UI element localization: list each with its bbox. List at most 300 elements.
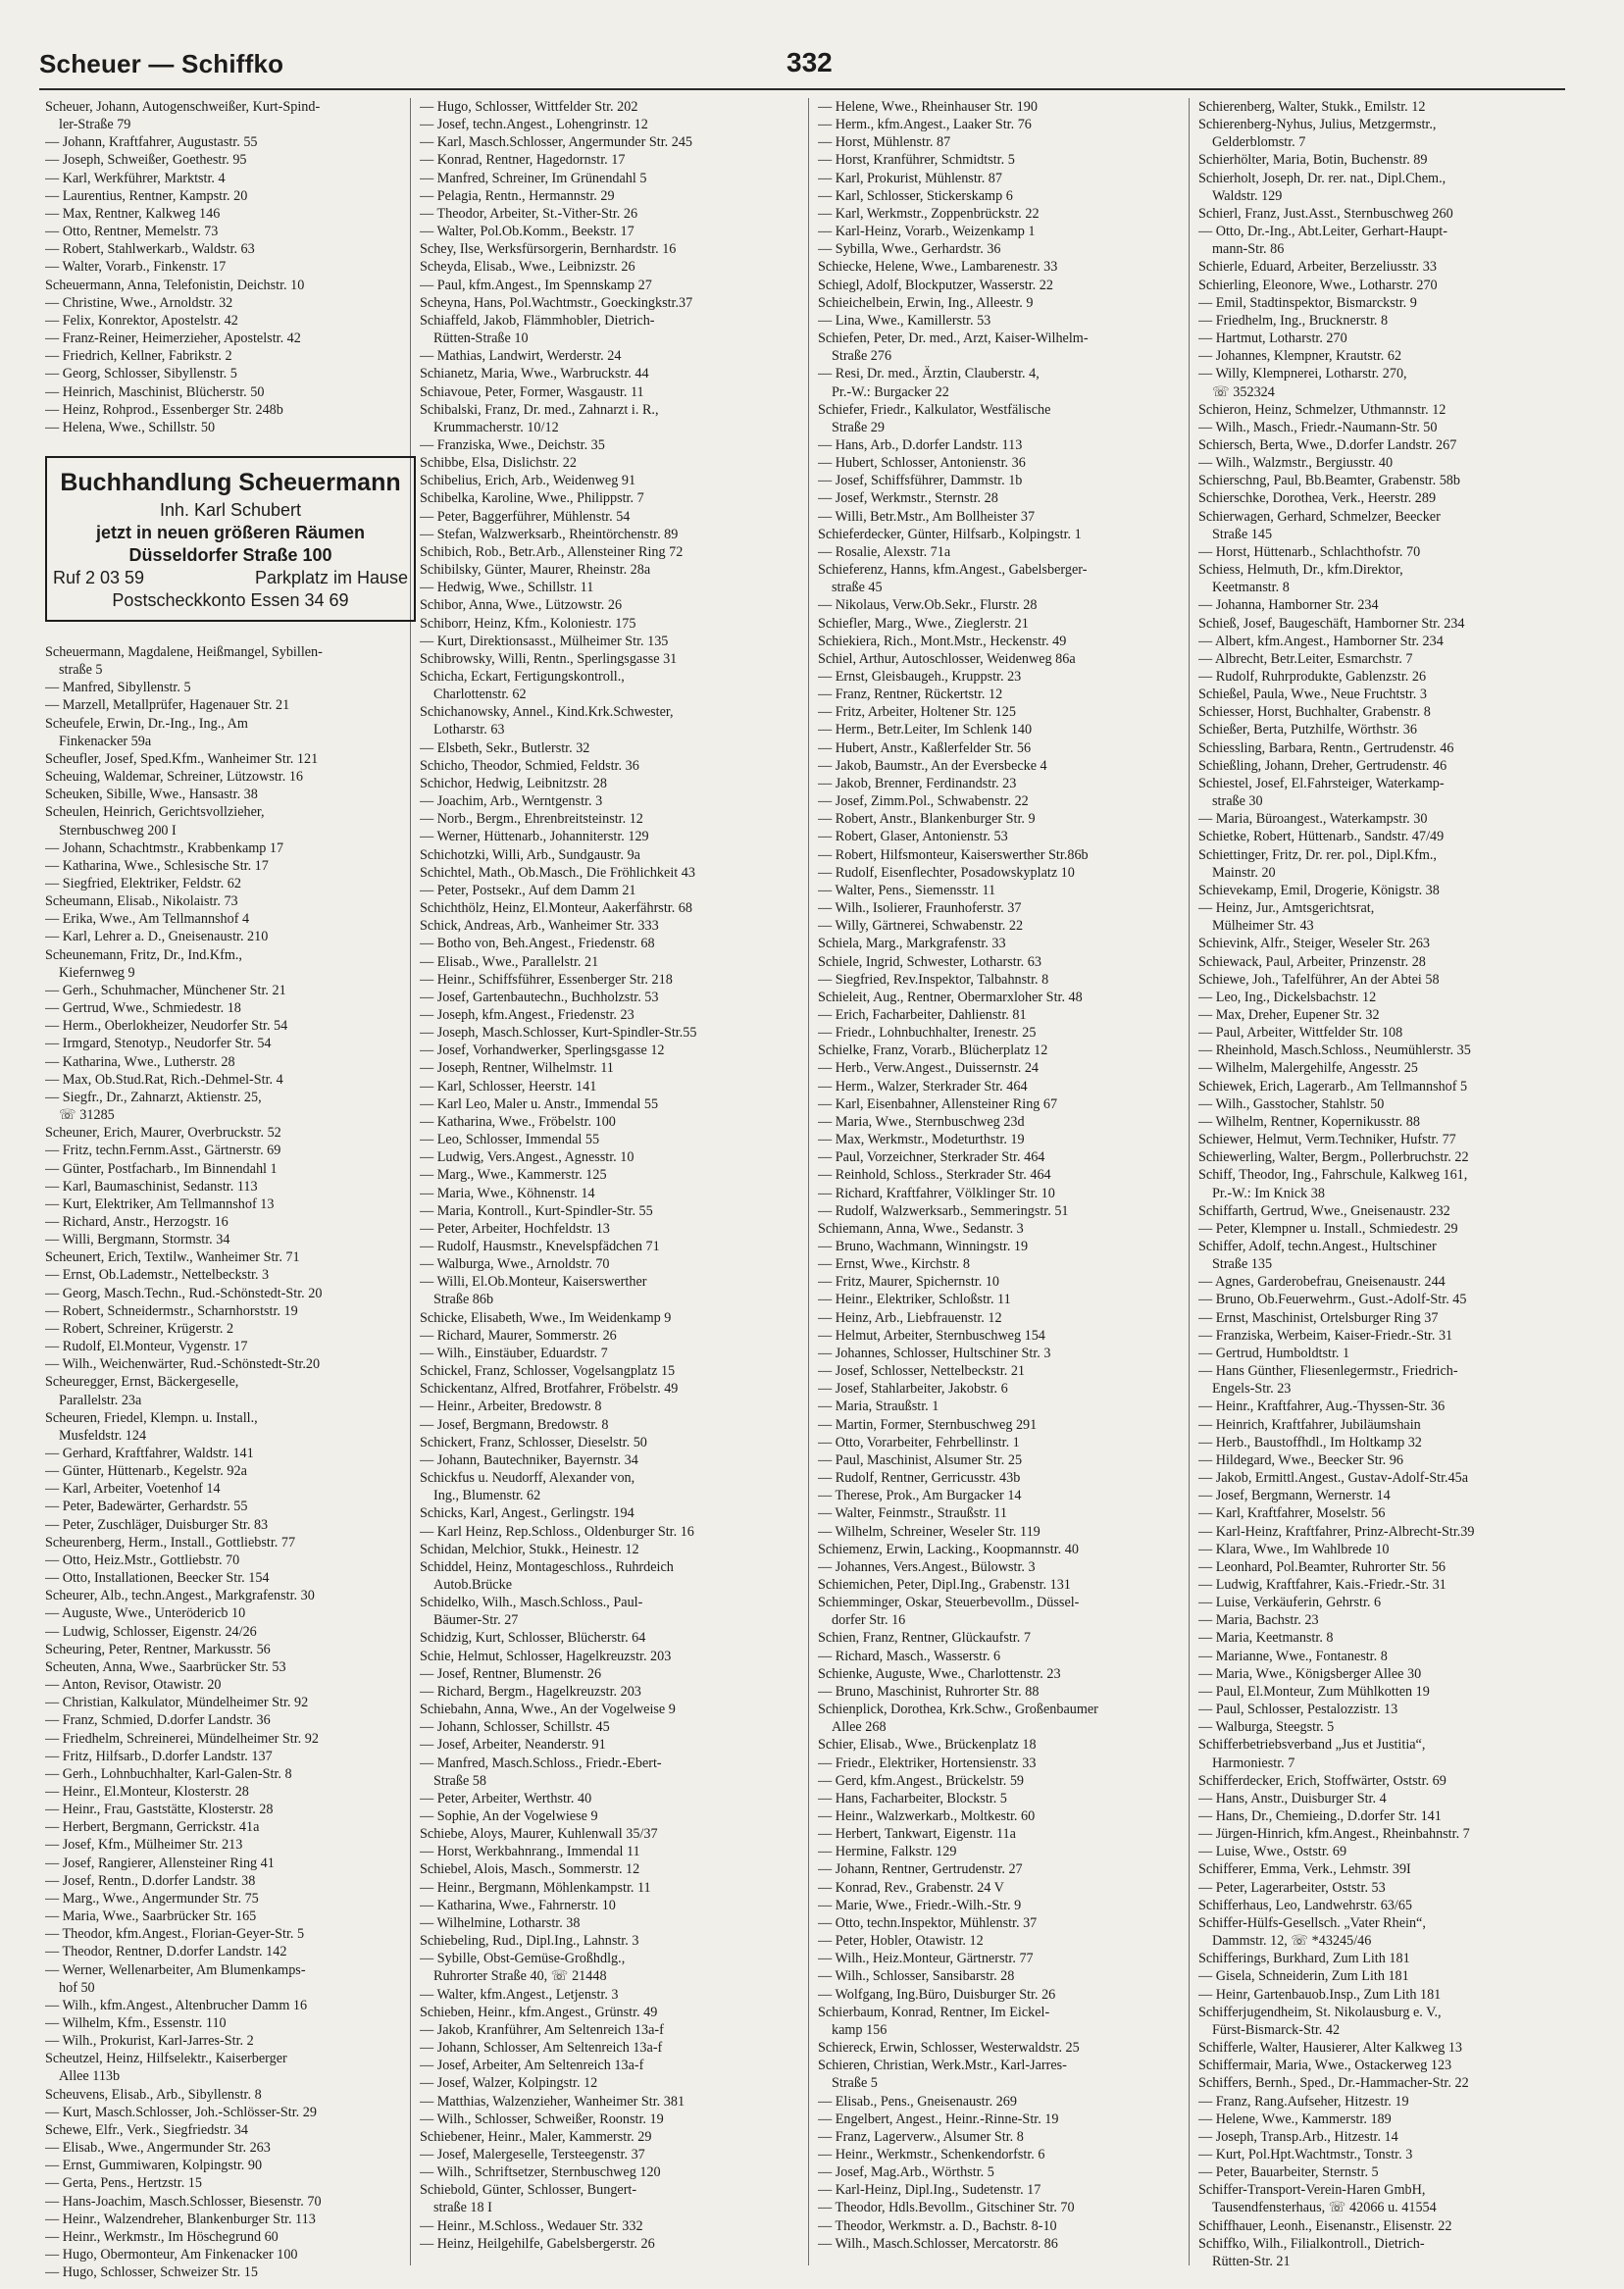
directory-entry: Charlottenstr. 62 (433, 687, 527, 703)
directory-entry: — Bruno, Wachmann, Winningstr. 19 (818, 1239, 1029, 1254)
directory-entry: — Josef, Mag.Arb., Wörthstr. 5 (818, 2164, 994, 2181)
directory-entry: Schierholt, Joseph, Dr. rer. nat., Dipl.Chem., (1198, 170, 1446, 186)
directory-entry: — Jakob, Kranführer, Am Seltenreich 13a-f (420, 2021, 664, 2038)
directory-entry: — Marianne, Wwe., Fontanestr. 8 (1198, 1648, 1388, 1664)
directory-entry: Schievink, Alfr., Steiger, Weseler Str. 263 (1198, 936, 1431, 952)
directory-entry: — Franz, Lagerverw., Alsumer Str. 8 (818, 2128, 1024, 2145)
directory-entry: Schieferdecker, Günter, Hilfsarb., Kolpingstr. 1 (818, 526, 1082, 542)
directory-entry: Engels-Str. 23 (1212, 1381, 1292, 1398)
directory-entry: — Helene, Wwe., Kammerstr. 189 (1198, 2111, 1392, 2127)
directory-entry: — Wilh., Masch.Schlosser, Mercatorstr. 86 (818, 2235, 1058, 2252)
directory-entry: — Josef, Vorhandwerker, Sperlingsgasse 12 (420, 1043, 665, 1059)
directory-entry: — Richard, Anstr., Herzogstr. 16 (45, 1213, 228, 1230)
page-number: 332 (787, 47, 833, 77)
directory-entry: — Horst, Mühlenstr. 87 (818, 134, 951, 151)
directory-entry: Scheuermann, Magdalene, Heißmangel, Sybillen- (45, 643, 323, 660)
directory-entry: Scheunemann, Fritz, Dr., Ind.Kfm., (45, 946, 242, 963)
directory-entry: — Wilhelm, Kfm., Essenstr. 110 (45, 2015, 227, 2031)
directory-entry: — Christine, Wwe., Arnoldstr. 32 (45, 294, 233, 311)
directory-entry: — Ernst, Gummiwaren, Kolpingstr. 90 (45, 2158, 263, 2174)
directory-entry: — Heinz, Jur., Amtsgerichtsrat, (1198, 900, 1375, 917)
directory-entry: Schickentanz, Alfred, Brotfahrer, Fröbelstr. 49 (420, 1381, 679, 1398)
directory-entry: — Heinr., Arbeiter, Bredowstr. 8 (420, 1399, 602, 1415)
directory-entry: — Maria, Bachstr. 23 (1198, 1612, 1319, 1629)
directory-entry: — Jakob, Brenner, Ferdinandstr. 23 (818, 775, 1017, 791)
directory-entry: Schidelko, Wilh., Masch.Schloss., Paul- (420, 1595, 643, 1611)
directory-entry: — Manfred, Schreiner, Im Grünendahl 5 (420, 170, 647, 186)
directory-entry: — Peter, Arbeiter, Werthstr. 40 (420, 1790, 592, 1806)
directory-entry: — Karl, Masch.Schlosser, Angermunder Str. 245 (420, 134, 693, 151)
directory-entry: — Franziska, Wwe., Deichstr. 35 (420, 436, 605, 453)
directory-entry: — Hubert, Schlosser, Antonienstr. 36 (818, 455, 1026, 472)
directory-entry: Schiffko, Wilh., Filialkontroll., Dietrich- (1198, 2235, 1425, 2252)
directory-entry: — Karl, Eisenbahner, Allensteiner Ring 67 (818, 1095, 1058, 1112)
directory-entry: — Walter, kfm.Angest., Letjenstr. 3 (420, 1986, 619, 2003)
directory-entry: hof 50 (59, 1979, 95, 1996)
directory-entry: — Josef, Arbeiter, Am Seltenreich 13a-f (420, 2058, 644, 2074)
directory-entry: — Josef, Arbeiter, Neanderstr. 91 (420, 1737, 606, 1754)
ad-owner: Inh. Karl Schubert (159, 499, 302, 520)
header-rule (39, 88, 1565, 90)
directory-entry: Schiffhauer, Leonh., Eisenanstr., Elisenstr. 22 (1198, 2217, 1452, 2234)
directory-entry: Schiborr, Heinz, Kfm., Koloniestr. 175 (420, 615, 636, 632)
directory-entry: — Karl-Heinz, Kraftfahrer, Prinz-Albrecht-Str.39 (1198, 1523, 1475, 1540)
directory-entry: Scheyna, Hans, Pol.Wachtmstr., Goeckingkstr.37 (420, 294, 693, 311)
directory-entry: — Werner, Hüttenarb., Johanniterstr. 129 (420, 829, 649, 845)
directory-entry: Schieren, Christian, Werk.Mstr., Karl-Jarres- (818, 2058, 1067, 2074)
directory-entry: Schieferenz, Hanns, kfm.Angest., Gabelsberger- (818, 562, 1088, 579)
directory-entry: Schiele, Ingrid, Schwester, Lotharstr. 63 (818, 953, 1041, 970)
directory-entry: Schier, Elisab., Wwe., Brückenplatz 18 (818, 1737, 1037, 1754)
directory-entry: Allee 113b (59, 2068, 121, 2085)
directory-entry: — Albert, kfm.Angest., Hamborner Str. 234 (1198, 633, 1444, 649)
directory-entry: Scheuregger, Ernst, Bäckergeselle, (45, 1374, 239, 1391)
directory-entry: — Marie, Wwe., Friedr.-Wilh.-Str. 9 (818, 1897, 1022, 1913)
directory-entry: Schiffermair, Maria, Wwe., Ostackerweg 123 (1198, 2058, 1452, 2074)
directory-entry: — Josef, Rangierer, Allensteiner Ring 41 (45, 1855, 275, 1871)
directory-entry: — Georg, Schlosser, Sibyllenstr. 5 (45, 366, 237, 382)
directory-entry: Schicha, Eckart, Fertigungskontroll., (420, 669, 625, 685)
directory-entry: Schiefer, Friedr., Kalkulator, Westfälische (818, 401, 1051, 418)
directory-entry: — Robert, Schneidermstr., Scharnhorststr. 19 (45, 1302, 298, 1319)
directory-entry: Scheuren, Friedel, Klempn. u. Install., (45, 1409, 258, 1426)
directory-entry: — Marg., Wwe., Angermunder Str. 75 (45, 1890, 259, 1907)
directory-entry: — Hugo, Schlosser, Wittfelder Str. 202 (420, 99, 638, 115)
directory-entry: — Johann, Kraftfahrer, Augustastr. 55 (45, 134, 258, 151)
directory-entry: — Werner, Wellenarbeiter, Am Blumenkamps- (45, 1961, 306, 1978)
directory-entry: Ing., Blumenstr. 62 (433, 1488, 541, 1504)
directory-entry: Schickel, Franz, Schlosser, Vogelsangplatz 15 (420, 1363, 676, 1380)
directory-entry: Finkenacker 59a (59, 733, 152, 749)
directory-entry: Schiegl, Adolf, Blockputzer, Wasserstr. 22 (818, 277, 1053, 293)
directory-entry: — Rudolf, Eisenflechter, Posadowskyplatz 10 (818, 864, 1075, 881)
directory-entry: — Hans, Arb., D.dorfer Landstr. 113 (818, 436, 1023, 453)
directory-entry: — Emil, Stadtinspektor, Bismarckstr. 9 (1198, 294, 1417, 311)
directory-entry: Schierschke, Dorothea, Verk., Heerstr. 289 (1198, 490, 1437, 507)
directory-entry: Schierschng, Paul, Bb.Beamter, Grabenstr. 58b (1198, 473, 1460, 489)
directory-entry: — Hildegard, Wwe., Beecker Str. 96 (1198, 1451, 1403, 1468)
directory-entry: — Friedhelm, Ing., Brucknerstr. 8 (1198, 312, 1389, 329)
directory-entry: — Helmut, Arbeiter, Sternbuschweg 154 (818, 1327, 1045, 1344)
directory-entry: — Willi, Bergmann, Stormstr. 34 (45, 1232, 230, 1248)
directory-entry: Schiewe, Joh., Tafelführer, An der Abtei 58 (1198, 971, 1440, 988)
directory-entry: — Luise, Verkäuferin, Gehrstr. 6 (1198, 1595, 1382, 1611)
directory-entry: — Stefan, Walzwerksarb., Rheintörchenstr. 89 (420, 526, 679, 542)
directory-entry: — Sybille, Obst-Gemüse-Großhdlg., (420, 1951, 626, 1967)
directory-entry: Fürst-Bismarck-Str. 42 (1212, 2021, 1341, 2038)
directory-entry: — Johanna, Hamborner Str. 234 (1198, 597, 1379, 614)
directory-entry: Schiecke, Helene, Wwe., Lambarenestr. 33 (818, 259, 1058, 276)
directory-entry: — Manfred, Sibyllenstr. 5 (45, 680, 191, 696)
directory-entry: Schiefler, Marg., Wwe., Zieglerstr. 21 (818, 615, 1029, 632)
directory-entry: Schibelka, Karoline, Wwe., Philippstr. 7 (420, 490, 644, 507)
directory-entry: — Günter, Postfacharb., Im Binnendahl 1 (45, 1160, 278, 1177)
directory-entry: — Konrad, Rentner, Hagedornstr. 17 (420, 152, 626, 169)
directory-entry: — Rheinhold, Masch.Schloss., Neumühlerstr. 35 (1198, 1043, 1471, 1059)
directory-entry: — Heinr., Werkmstr., Schenkendorfstr. 6 (818, 2146, 1045, 2162)
directory-entry: Schien, Franz, Rentner, Glückaufstr. 7 (818, 1630, 1031, 1647)
directory-entry: — Peter, Arbeiter, Hochfeldstr. 13 (420, 1220, 610, 1237)
directory-entry: — Richard, Kraftfahrer, Völklinger Str. 10 (818, 1185, 1055, 1201)
column-1-entries-bottom (45, 643, 424, 2281)
directory-entry: Schiebe, Aloys, Maurer, Kuhlenwall 35/37 (420, 1826, 658, 1843)
directory-entry: Schewe, Elfr., Verk., Siegfriedstr. 34 (45, 2121, 248, 2138)
directory-entry: — Heinz, Heilgehilfe, Gabelsbergerstr. 26 (420, 2235, 655, 2252)
directory-entry: — Friedrich, Kellner, Fabrikstr. 2 (45, 348, 232, 365)
directory-entry: — Josef, Kfm., Mülheimer Str. 213 (45, 1837, 243, 1854)
directory-entry: — Ernst, Ob.Lademstr., Nettelbeckstr. 3 (45, 1267, 270, 1284)
directory-entry: — Theodor, Hdls.Bevollm., Gitschiner Str. 70 (818, 2200, 1075, 2216)
directory-entry: Schierle, Eduard, Arbeiter, Berzeliusstr. 33 (1198, 259, 1437, 276)
directory-entry: — Maria, Büroangest., Waterkampstr. 30 (1198, 811, 1428, 828)
directory-entry: — Auguste, Wwe., Unterödericb 10 (45, 1605, 246, 1622)
directory-entry: — Heinr., Kraftfahrer, Aug.-Thyssen-Str. 36 (1198, 1399, 1446, 1415)
directory-entry: — Horst, Hüttenarb., Schlachthofstr. 70 (1198, 543, 1421, 560)
directory-entry: Schienplick, Dorothea, Krk.Schw., Großenbaumer (818, 1702, 1098, 1718)
directory-entry: Schierhölter, Maria, Botin, Buchenstr. 89 (1198, 152, 1428, 169)
column-1 (45, 98, 424, 2281)
column-2-entries (420, 98, 798, 2253)
directory-entry: — Walter, Pol.Ob.Komm., Beekstr. 17 (420, 224, 634, 240)
directory-entry: Keetmanstr. 8 (1212, 580, 1290, 596)
directory-entry: — Franz, Schmied, D.dorfer Landstr. 36 (45, 1712, 271, 1729)
directory-entry: Harmoniestr. 7 (1212, 1755, 1295, 1771)
directory-entry: — Maria, Straußstr. 1 (818, 1399, 939, 1415)
directory-entry: — Herm., Betr.Leiter, Im Schlenk 140 (818, 722, 1033, 738)
directory-entry: — Heinr., M.Schloss., Wedauer Str. 332 (420, 2217, 643, 2234)
directory-entry: — Joachim, Arb., Werntgenstr. 3 (420, 793, 603, 810)
directory-entry: — Karl, Baumaschinist, Sedanstr. 113 (45, 1178, 258, 1195)
directory-entry: Parallelstr. 23a (59, 1392, 142, 1408)
directory-entry: — Gertrud, Wwe., Schmiedestr. 18 (45, 1000, 241, 1017)
directory-entry: Scheuring, Peter, Rentner, Markusstr. 56 (45, 1641, 271, 1657)
directory-entry: — Sophie, An der Vogelwiese 9 (420, 1808, 598, 1824)
directory-entry: — Manfred, Masch.Schloss., Friedr.-Ebert- (420, 1755, 662, 1771)
directory-entry: — Josef, techn.Angest., Lohengrinstr. 12 (420, 117, 648, 133)
directory-entry: Schiffarth, Gertrud, Wwe., Gneisenaustr. 232 (1198, 1202, 1450, 1219)
directory-entry: Schibbe, Elsa, Dislichstr. 22 (420, 455, 577, 472)
directory-entry: Schielke, Franz, Vorarb., Blücherplatz 12 (818, 1043, 1048, 1059)
directory-entry: Schiewek, Erich, Lagerarb., Am Tellmannshof 5 (1198, 1078, 1468, 1094)
directory-entry: ☏ 31285 (59, 1107, 115, 1124)
directory-entry: Schickfus u. Neudorff, Alexander von, (420, 1470, 635, 1487)
directory-entry: Schiersch, Berta, Wwe., D.dorfer Landstr. 267 (1198, 436, 1457, 453)
directory-entry: — Wilh., Schlosser, Schweißer, Roonstr. 19 (420, 2111, 664, 2127)
directory-entry: — Josef, Bergmann, Bredowstr. 8 (420, 1416, 609, 1433)
directory-entry: — Kurt, Direktionsasst., Mülheimer Str. 135 (420, 633, 669, 649)
directory-entry: Rütten-Straße 10 (433, 331, 529, 347)
directory-entry: Tausendfensterhaus, ☏ 42066 u. 41554 (1212, 2200, 1437, 2216)
directory-entry: — Josef, Zimm.Pol., Schwabenstr. 22 (818, 793, 1029, 810)
directory-entry: Schichtel, Math., Ob.Masch., Die Fröhlichkeit 43 (420, 864, 695, 881)
directory-entry: Schiel, Arthur, Autoschlosser, Weidenweg 86a (818, 650, 1076, 667)
directory-entry: mann-Str. 86 (1212, 241, 1285, 258)
directory-entry: Scheufele, Erwin, Dr.-Ing., Ing., Am (45, 715, 248, 732)
directory-entry: — Rudolf, Hausmstr., Knevelspfädchen 71 (420, 1239, 660, 1254)
directory-entry: — Heinrich, Kraftfahrer, Jubiläumshain (1198, 1416, 1421, 1433)
directory-entry: Schifferhaus, Leo, Landwehrstr. 63/65 (1198, 1897, 1413, 1913)
directory-entry: — Hugo, Schlosser, Schweizer Str. 15 (45, 2264, 258, 2281)
directory-entry: — Siegfried, Rev.Inspektor, Talbahnstr. 8 (818, 971, 1049, 988)
directory-entry: — Karl, Schlosser, Heerstr. 141 (420, 1078, 597, 1094)
directory-entry: — Wilhelm, Rentner, Kopernikusstr. 88 (1198, 1113, 1420, 1130)
directory-entry: — Martin, Former, Sternbuschweg 291 (818, 1416, 1038, 1433)
directory-entry: Schierbaum, Konrad, Rentner, Im Eickel- (818, 2004, 1050, 2020)
directory-entry: Schidan, Melchior, Stukk., Heinestr. 12 (420, 1541, 639, 1557)
directory-entry: kamp 156 (832, 2021, 888, 2038)
directory-entry: — Herm., Oberlokheizer, Neudorfer Str. 54 (45, 1018, 288, 1035)
directory-entry: — Rudolf, Walzwerksarb., Semmeringstr. 51 (818, 1202, 1069, 1219)
directory-entry: Schifferjugendheim, St. Nikolausburg e. V., (1198, 2004, 1442, 2020)
directory-entry: Schick, Andreas, Arb., Wanheimer Str. 333 (420, 918, 659, 935)
directory-entry: — Paul, Vorzeichner, Sterkrader Str. 464 (818, 1149, 1045, 1166)
directory-entry: Schiavoue, Peter, Former, Wasgaustr. 11 (420, 383, 644, 400)
directory-entry: — Heinr, Gartenbauob.Insp., Zum Lith 181 (1198, 1986, 1442, 2003)
directory-entry: — Willi, El.Ob.Monteur, Kaiserswerther (420, 1274, 647, 1291)
directory-entry: — Peter, Baggerführer, Mühlenstr. 54 (420, 508, 631, 525)
directory-entry: Straße 58 (433, 1772, 486, 1789)
directory-entry: Scheyda, Elisab., Wwe., Leibnizstr. 26 (420, 259, 635, 276)
directory-entry: Schiemminger, Oskar, Steuerbevollm., Düssel- (818, 1595, 1080, 1611)
directory-entry: — Fritz, Hilfsarb., D.dorfer Landstr. 137 (45, 1748, 273, 1764)
directory-entry: — Johannes, Schlosser, Hultschiner Str. 3 (818, 1345, 1051, 1361)
directory-entry: — Leo, Ing., Dickelsbachstr. 12 (1198, 989, 1377, 1005)
directory-entry: — Rudolf, El.Monteur, Vygenstr. 17 (45, 1339, 248, 1355)
directory-entry: Scheufler, Josef, Sped.Kfm., Wanheimer Str. 121 (45, 750, 319, 767)
ad-parking: Parkplatz im Hause (254, 567, 408, 587)
directory-entry: — Josef, Werkmstr., Sternstr. 28 (818, 490, 998, 507)
directory-entry: Schicho, Theodor, Schmied, Feldstr. 36 (420, 757, 639, 774)
directory-entry: Schiestel, Josef, El.Fahrsteiger, Waterkamp- (1198, 775, 1445, 791)
directory-entry: — Elisab., Wwe., Parallelstr. 21 (420, 953, 599, 970)
directory-entry: — Walter, Pens., Siemensstr. 11 (818, 882, 996, 898)
directory-entry: — Peter, Zuschläger, Duisburger Str. 83 (45, 1516, 269, 1533)
directory-entry: Dammstr. 12, ☏ *43245/46 (1212, 1933, 1372, 1950)
directory-entry: — Johannes, Vers.Angest., Bülowstr. 3 (818, 1558, 1036, 1575)
directory-entry: — Joseph, kfm.Angest., Friedenstr. 23 (420, 1006, 634, 1023)
directory-entry: Straße 276 (832, 348, 892, 365)
directory-entry: — Karl-Heinz, Dipl.Ing., Sudetenstr. 17 (818, 2182, 1041, 2199)
directory-entry: — Reinhold, Schloss., Sterkrader Str. 464 (818, 1167, 1051, 1184)
directory-entry: Schierenberg, Walter, Stukk., Emilstr. 12 (1198, 99, 1426, 115)
directory-entry: — Rosalie, Alexstr. 71a (818, 543, 951, 560)
directory-entry: Scheumann, Elisab., Nikolaistr. 73 (45, 893, 238, 910)
directory-entry: — Felix, Konrektor, Apostelstr. 42 (45, 312, 238, 329)
directory-entry: — Josef, Walzer, Kolpingstr. 12 (420, 2075, 598, 2092)
directory-entry: Schie, Helmut, Schlosser, Hagelkreuzstr. 203 (420, 1648, 672, 1664)
directory-entry: — Richard, Masch., Wasserstr. 6 (818, 1648, 1001, 1664)
directory-entry: Schieron, Heinz, Schmelzer, Uthmannstr. 12 (1198, 401, 1446, 418)
directory-entry: — Heinrich, Maschinist, Blücherstr. 50 (45, 383, 265, 400)
directory-entry: — Siegfried, Elektriker, Feldstr. 62 (45, 876, 241, 891)
directory-entry: Schiessling, Barbara, Rentn., Gertrudenstr. 46 (1198, 739, 1454, 756)
directory-entry: — Kurt, Masch.Schlosser, Joh.-Schlösser-Str. 29 (45, 2104, 317, 2120)
directory-entry: Gelderblomstr. 7 (1212, 134, 1306, 151)
directory-entry: — Georg, Masch.Techn., Rud.-Schönstedt-Str. 20 (45, 1285, 323, 1301)
directory-entry: — Wilh., Masch., Friedr.-Naumann-Str. 50 (1198, 419, 1438, 435)
directory-entry: — Paul, Maschinist, Alsumer Str. 25 (818, 1451, 1023, 1468)
directory-entry: — Ernst, Maschinist, Ortelsburger Ring 37 (1198, 1309, 1439, 1326)
directory-entry: — Karl-Heinz, Vorarb., Weizenkamp 1 (818, 224, 1036, 240)
directory-entry: — Albrecht, Betr.Leiter, Esmarchstr. 7 (1198, 650, 1413, 667)
ad-line-new-rooms: jetzt in neuen größeren Räumen (95, 522, 366, 542)
directory-entry: Mülheimer Str. 43 (1212, 918, 1314, 935)
directory-entry: — Josef, Rentner, Blumenstr. 26 (420, 1665, 602, 1682)
directory-entry: — Heinr., Elektriker, Schloßstr. 11 (818, 1292, 1011, 1308)
directory-entry: — Herb., Verw.Angest., Duissernstr. 24 (818, 1060, 1040, 1077)
directory-entry: — Leo, Schlosser, Immendal 55 (420, 1132, 600, 1148)
directory-entry: Schiffer-Transport-Verein-Haren GmbH, (1198, 2182, 1426, 2199)
directory-entry: — Heinr., Walzendreher, Blankenburger Str. 113 (45, 2211, 316, 2227)
ad-address: Düsseldorfer Straße 100 (128, 544, 332, 565)
directory-entry: — Botho von, Beh.Angest., Friedenstr. 68 (420, 936, 655, 952)
directory-entry: Schifferbetriebsverband „Jus et Justitia“, (1198, 1737, 1426, 1754)
directory-entry: Schiela, Marg., Markgrafenstr. 33 (818, 936, 1006, 952)
directory-entry: — Johann, Schachtmstr., Krabbenkamp 17 (45, 839, 284, 856)
directory-entry: Schiebeling, Rud., Dipl.Ing., Lahnstr. 3 (420, 1933, 639, 1950)
directory-entry: — Willi, Betr.Mstr., Am Bollheister 37 (818, 508, 1036, 525)
directory-entry: Schifferle, Walter, Hausierer, Alter Kalkweg 13 (1198, 2040, 1463, 2057)
directory-entry: — Elisab., Pens., Gneisenaustr. 269 (818, 2093, 1017, 2110)
directory-entry: straße 30 (1212, 793, 1263, 810)
directory-entry: Schifferings, Burkhard, Zum Lith 181 (1198, 1951, 1410, 1967)
directory-entry: Straße 135 (1212, 1256, 1273, 1273)
directory-entry: — Friedr., Elektriker, Hortensienstr. 33 (818, 1755, 1037, 1771)
directory-entry: — Wilhelm, Schreiner, Weseler Str. 119 (818, 1523, 1040, 1540)
directory-entry: — Joseph, Transp.Arb., Hitzestr. 14 (1198, 2128, 1398, 2145)
directory-entry: — Maria, Wwe., Saarbrücker Str. 165 (45, 1908, 257, 1925)
directory-entry: — Max, Dreher, Eupener Str. 32 (1198, 1006, 1380, 1023)
column-2 (420, 98, 798, 2253)
directory-entry: — Otto, Vorarbeiter, Fehrbellinstr. 1 (818, 1434, 1020, 1450)
directory-entry: — Herb., Baustoffhdl., Im Holtkamp 32 (1198, 1434, 1422, 1450)
directory-entry: — Anton, Revisor, Otawistr. 20 (45, 1677, 222, 1694)
directory-entry: Schibelius, Erich, Arb., Weidenweg 91 (420, 473, 636, 489)
ad-postcheck-account: Postscheckkonto Essen 34 69 (112, 589, 349, 610)
directory-entry: — Joseph, Schweißer, Goethestr. 95 (45, 152, 247, 169)
directory-entry: — Wilhelmine, Lotharstr. 38 (420, 1914, 581, 1931)
directory-entry: — Walburga, Steegstr. 5 (1198, 1719, 1335, 1736)
directory-entry: — Karl, Arbeiter, Voetenhof 14 (45, 1481, 221, 1498)
directory-entry: — Otto, Dr.-Ing., Abt.Leiter, Gerhart-Haupt- (1198, 224, 1447, 240)
directory-entry: — Kurt, Pol.Hpt.Wachtmstr., Tonstr. 3 (1198, 2146, 1413, 2162)
directory-entry: — Peter, Bauarbeiter, Sternstr. 5 (1198, 2164, 1379, 2181)
directory-entry: — Karl, Werkmstr., Zoppenbrückstr. 22 (818, 205, 1040, 222)
directory-entry: — Hans-Joachim, Masch.Schlosser, Biesenstr. 70 (45, 2193, 322, 2210)
directory-entry: Allee 268 (832, 1719, 887, 1736)
directory-entry: — Katharina, Wwe., Fröbelstr. 100 (420, 1113, 616, 1130)
directory-entry: — Otto, techn.Inspektor, Mühlenstr. 37 (818, 1914, 1038, 1931)
directory-entry: Schibilsky, Günter, Maurer, Rheinstr. 28a (420, 562, 651, 579)
column-divider (808, 98, 809, 2265)
directory-entry: Schiemann, Anna, Wwe., Sedanstr. 3 (818, 1220, 1024, 1237)
directory-entry: Schickert, Franz, Schlosser, Dieselstr. 50 (420, 1434, 647, 1450)
directory-entry: — Gerh., Lohnbuchhalter, Karl-Galen-Str. 8 (45, 1765, 292, 1782)
directory-entry: Schiebahn, Anna, Wwe., An der Vogelweise 9 (420, 1702, 676, 1718)
directory-entry: — Otto, Heiz.Mstr., Gottliebstr. 70 (45, 1551, 240, 1568)
directory-entry: Straße 29 (832, 419, 885, 435)
directory-entry: — Max, Ob.Stud.Rat, Rich.-Dehmel-Str. 4 (45, 1071, 283, 1088)
directory-entry: — Otto, Rentner, Memelstr. 73 (45, 224, 219, 240)
directory-entry: — Karl Leo, Maler u. Anstr., Immendal 55 (420, 1095, 659, 1112)
directory-entry: — Paul, Arbeiter, Wittfelder Str. 108 (1198, 1025, 1403, 1042)
directory-entry: Schey, Ilse, Werksfürsorgerin, Bernhardstr. 16 (420, 241, 677, 258)
directory-entry: Scheutzel, Heinz, Hilfselektr., Kaiserberger (45, 2051, 287, 2067)
directory-entry: Schießel, Paula, Wwe., Neue Fruchtstr. 3 (1198, 687, 1427, 703)
directory-entry: — Wolfgang, Ing.Büro, Duisburger Str. 26 (818, 1986, 1056, 2003)
directory-entry: — Paul, El.Monteur, Zum Mühlkotten 19 (1198, 1683, 1430, 1700)
directory-entry: Pr.-W.: Im Knick 38 (1212, 1185, 1325, 1201)
column-1-entries-top (45, 98, 424, 436)
directory-entry: — Heinr., Walzwerkarb., Moltkestr. 60 (818, 1808, 1036, 1824)
directory-entry: — Ludwig, Vers.Angest., Agnesstr. 10 (420, 1149, 634, 1166)
directory-entry: — Friedhelm, Schreinerei, Mündelheimer Str. 92 (45, 1730, 319, 1747)
directory-entry: dorfer Str. 16 (832, 1612, 906, 1629)
directory-entry: — Karl, Kraftfahrer, Moselstr. 56 (1198, 1505, 1386, 1522)
directory-entry: — Franz, Rentner, Rückertstr. 12 (818, 687, 1003, 703)
directory-entry: — Max, Werkmstr., Modeturthstr. 19 (818, 1132, 1025, 1148)
directory-entry: Schiebener, Heinr., Maler, Kammerstr. 29 (420, 2128, 652, 2145)
directory-entry: — Günter, Hüttenarb., Kegelstr. 92a (45, 1463, 247, 1480)
directory-entry: — Josef, Schlosser, Nettelbeckstr. 21 (818, 1363, 1026, 1380)
directory-entry: Schibich, Rob., Betr.Arb., Allensteiner Ring 72 (420, 543, 684, 560)
directory-entry: — Luise, Wwe., Oststr. 69 (1198, 1844, 1347, 1860)
directory-entry: — Maria, Wwe., Sternbuschweg 23d (818, 1113, 1025, 1130)
directory-entry: — Katharina, Wwe., Fahrnerstr. 10 (420, 1897, 616, 1913)
directory-entry: — Bruno, Ob.Feuerwehrm., Gust.-Adolf-Str. 45 (1198, 1292, 1467, 1308)
directory-entry: — Ernst, Wwe., Kirchstr. 8 (818, 1256, 970, 1273)
directory-entry: — Robert, Hilfsmonteur, Kaiserswerther Str.86b (818, 846, 1089, 863)
column-3-entries (818, 98, 1196, 2253)
ad-contact-row (53, 567, 408, 589)
directory-entry: — Josef, Malergeselle, Tersteegenstr. 37 (420, 2146, 645, 2162)
directory-entry: — Johann, Schlosser, Schillstr. 45 (420, 1719, 610, 1736)
directory-entry: — Johann, Schlosser, Am Seltenreich 13a-f (420, 2040, 663, 2057)
directory-entry: — Hans, Facharbeiter, Blockstr. 5 (818, 1790, 1007, 1806)
directory-entry: Schichthölz, Heinz, El.Monteur, Aakerfährstr. 68 (420, 900, 692, 917)
directory-entry: — Fritz, Maurer, Spichernstr. 10 (818, 1274, 1000, 1291)
directory-entry: — Norb., Bergm., Ehrenbreitsteinstr. 12 (420, 811, 643, 828)
directory-entry: Schibrowsky, Willi, Rentn., Sperlingsgasse 31 (420, 650, 678, 667)
directory-entry: Sternbuschweg 200 I (59, 822, 177, 839)
directory-entry: — Richard, Bergm., Hagelkreuzstr. 203 (420, 1683, 641, 1700)
directory-entry: Scheuer, Johann, Autogenschweißer, Kurt-Spind- (45, 99, 321, 115)
directory-entry: — Laurentius, Rentner, Kampstr. 20 (45, 187, 248, 204)
directory-entry: — Erich, Facharbeiter, Dahlienstr. 81 (818, 1006, 1027, 1023)
directory-entry: — Otto, Installationen, Beecker Str. 154 (45, 1570, 270, 1587)
directory-entry: Waldstr. 129 (1212, 187, 1283, 204)
directory-entry: — Willy, Gärtnerei, Schwabenstr. 22 (818, 918, 1024, 935)
